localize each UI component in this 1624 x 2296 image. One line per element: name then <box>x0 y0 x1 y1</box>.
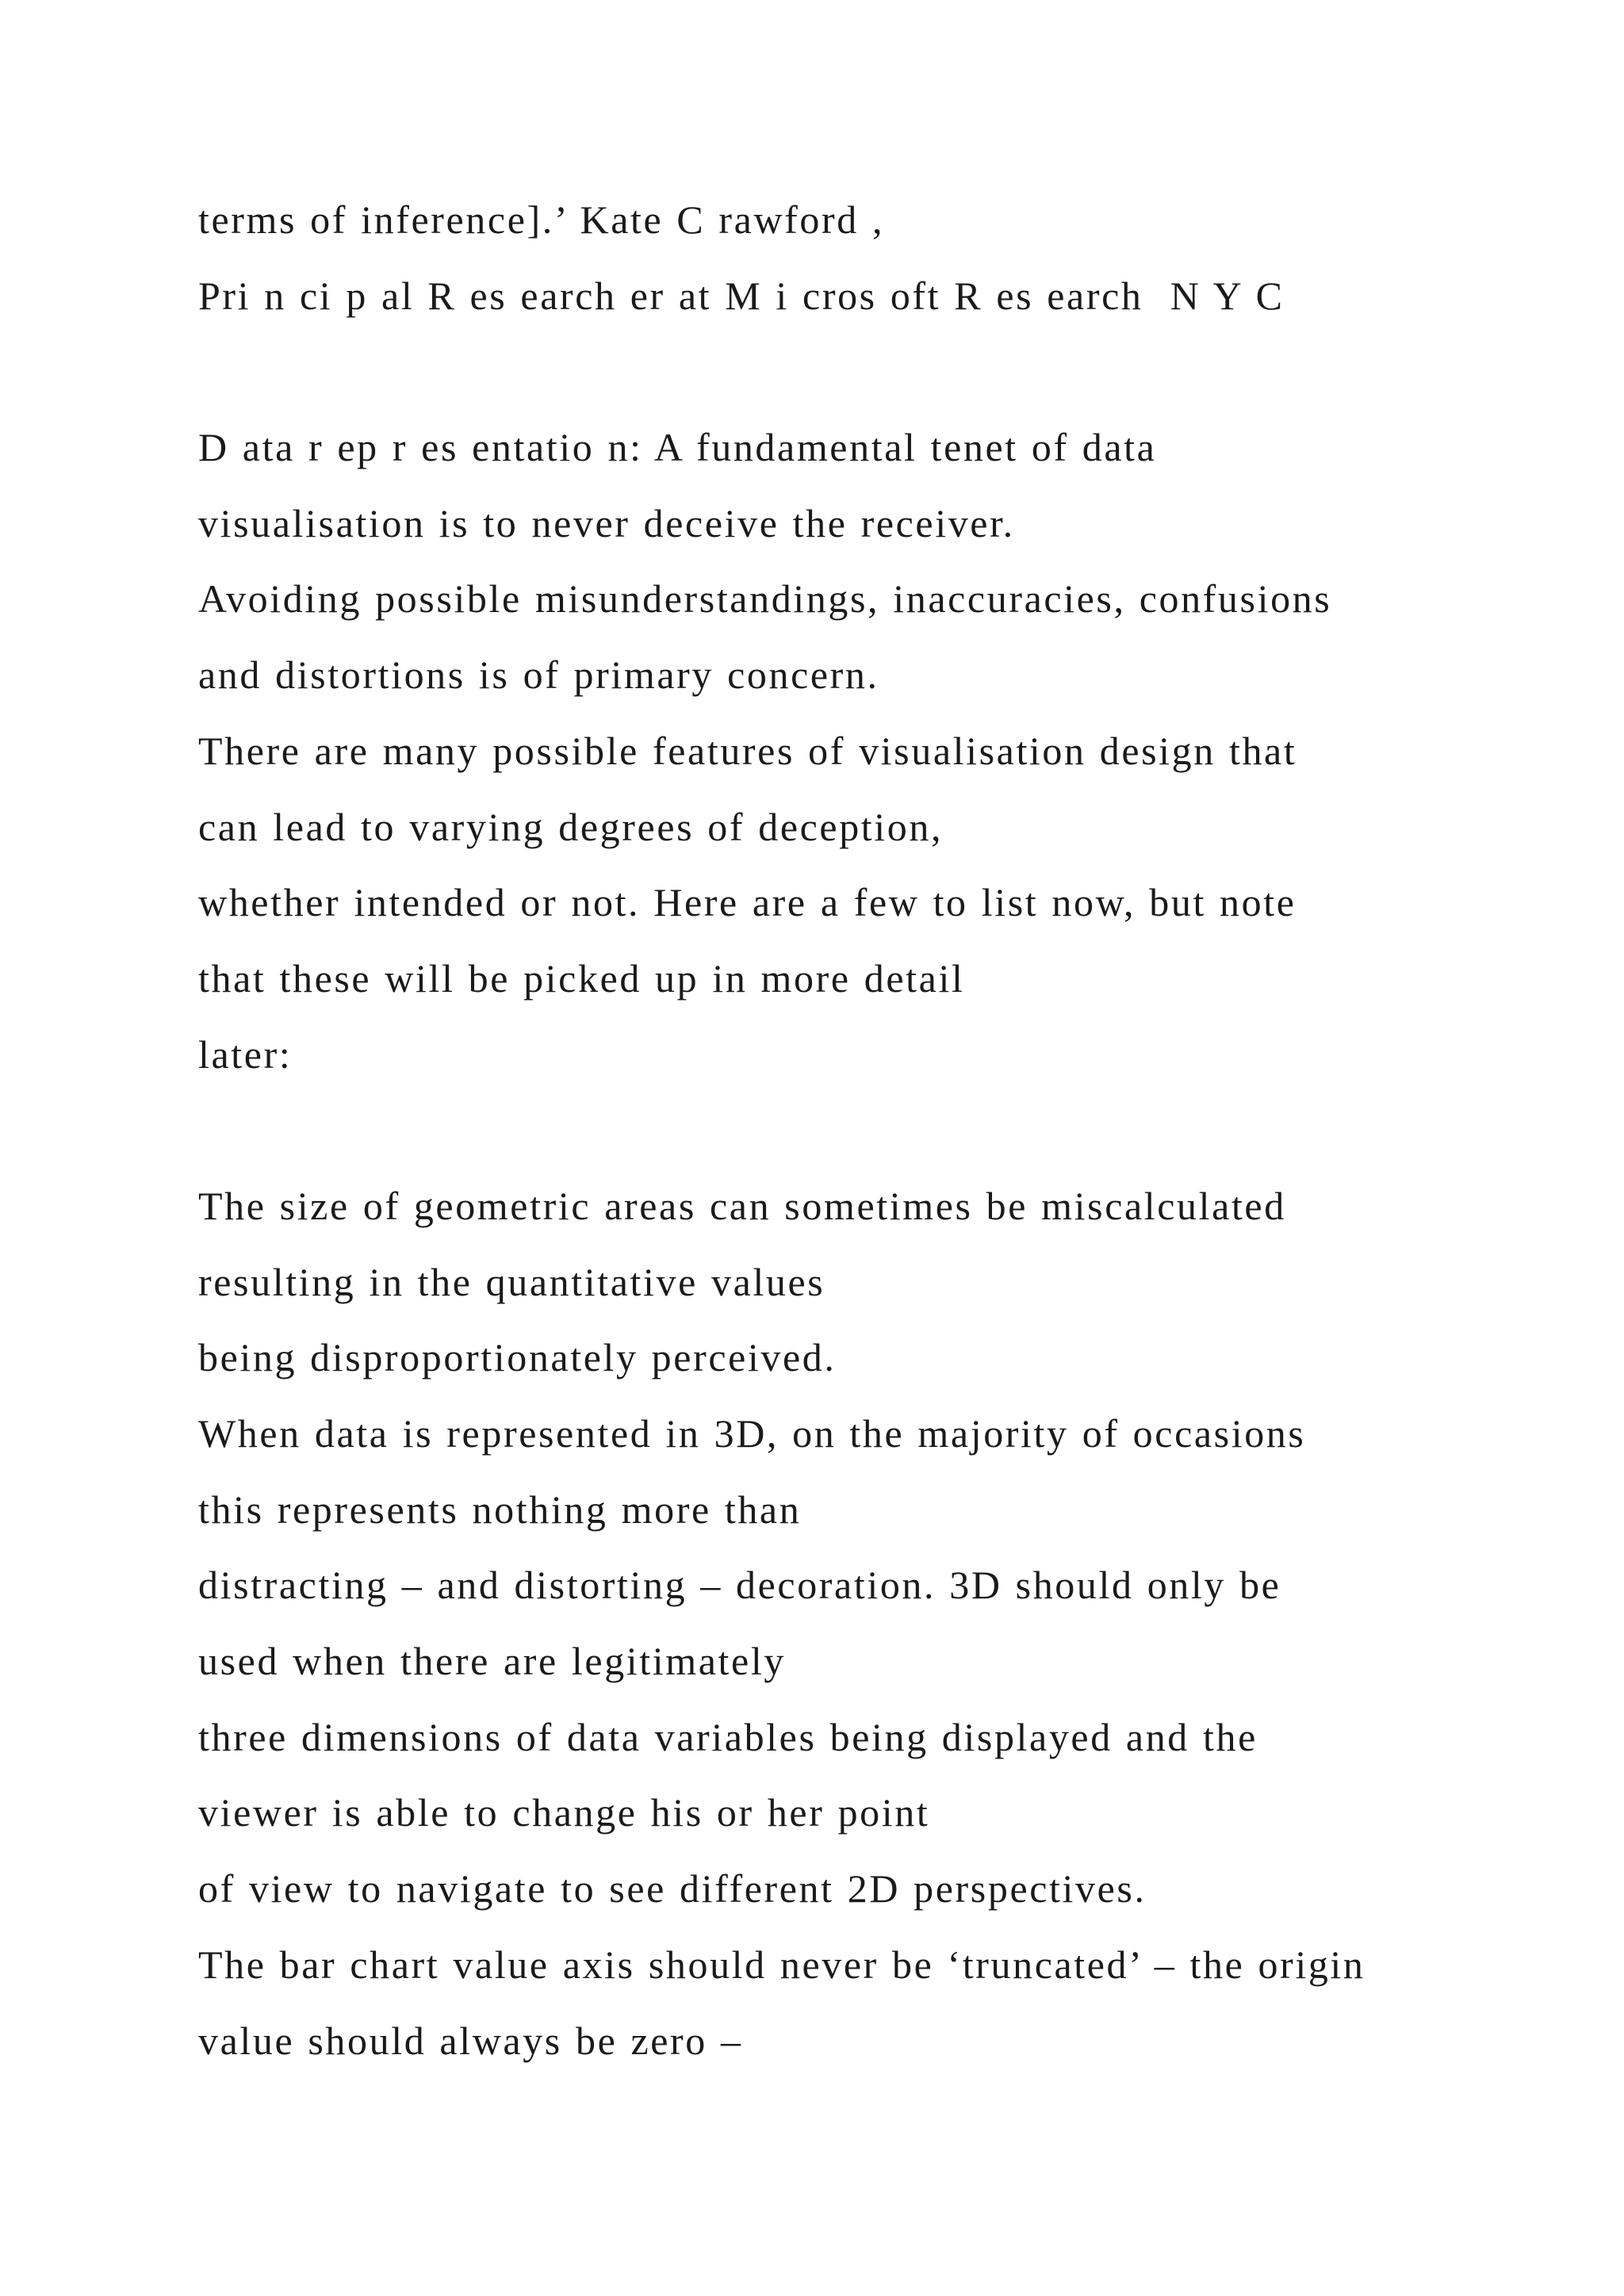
text-line: resulting in the quantitative values <box>198 1259 825 1304</box>
text-line: being disproportionately perceived. <box>198 1335 837 1380</box>
text-line: visualisation is to never deceive the receiver. <box>198 500 1015 545</box>
text-line: later: <box>198 1031 293 1077</box>
text-line: and distortions is of primary concern. <box>198 652 879 698</box>
text-line: terms of inference].’ Kate C rawford , <box>198 197 885 242</box>
text-line: of view to navigate to see different 2D perspectives. <box>198 1866 1147 1911</box>
text-line: this represents nothing more than <box>198 1487 802 1532</box>
text-line: value should always be zero – <box>198 2018 743 2063</box>
text-line: whether intended or not. Here are a few to list now, but note <box>198 880 1297 925</box>
text-line: D ata r ep r es entatio n: A fundamental tenet of data <box>198 425 1157 470</box>
text-line: three dimensions of data variables being displayed and the <box>198 1714 1258 1759</box>
text-line: There are many possible features of visualisation design that <box>198 728 1297 773</box>
body-text <box>198 182 1594 2079</box>
text-line: Avoiding possible misunderstandings, inaccuracies, confusions <box>198 576 1332 622</box>
text-line: used when there are legitimately <box>198 1639 786 1684</box>
text-line: The bar chart value axis should never be ‘truncated’ – the origin <box>198 1942 1365 1987</box>
blank-line <box>198 1093 1594 1169</box>
text-line: When data is represented in 3D, on the majority of occasions <box>198 1411 1306 1456</box>
text-line: viewer is able to change his or her point <box>198 1790 930 1835</box>
text-line: The size of geometric areas can sometimes be miscalculated <box>198 1183 1286 1228</box>
text-line: Pri n ci p al R es earch er at M i cros oft R es earch N Y C <box>198 273 1285 318</box>
blank-line <box>198 334 1594 410</box>
text-line: distracting – and distorting – decoration. 3D should only be <box>198 1563 1281 1608</box>
text-line: can lead to varying degrees of deception, <box>198 804 944 849</box>
text-line: that these will be picked up in more detail <box>198 955 965 1001</box>
